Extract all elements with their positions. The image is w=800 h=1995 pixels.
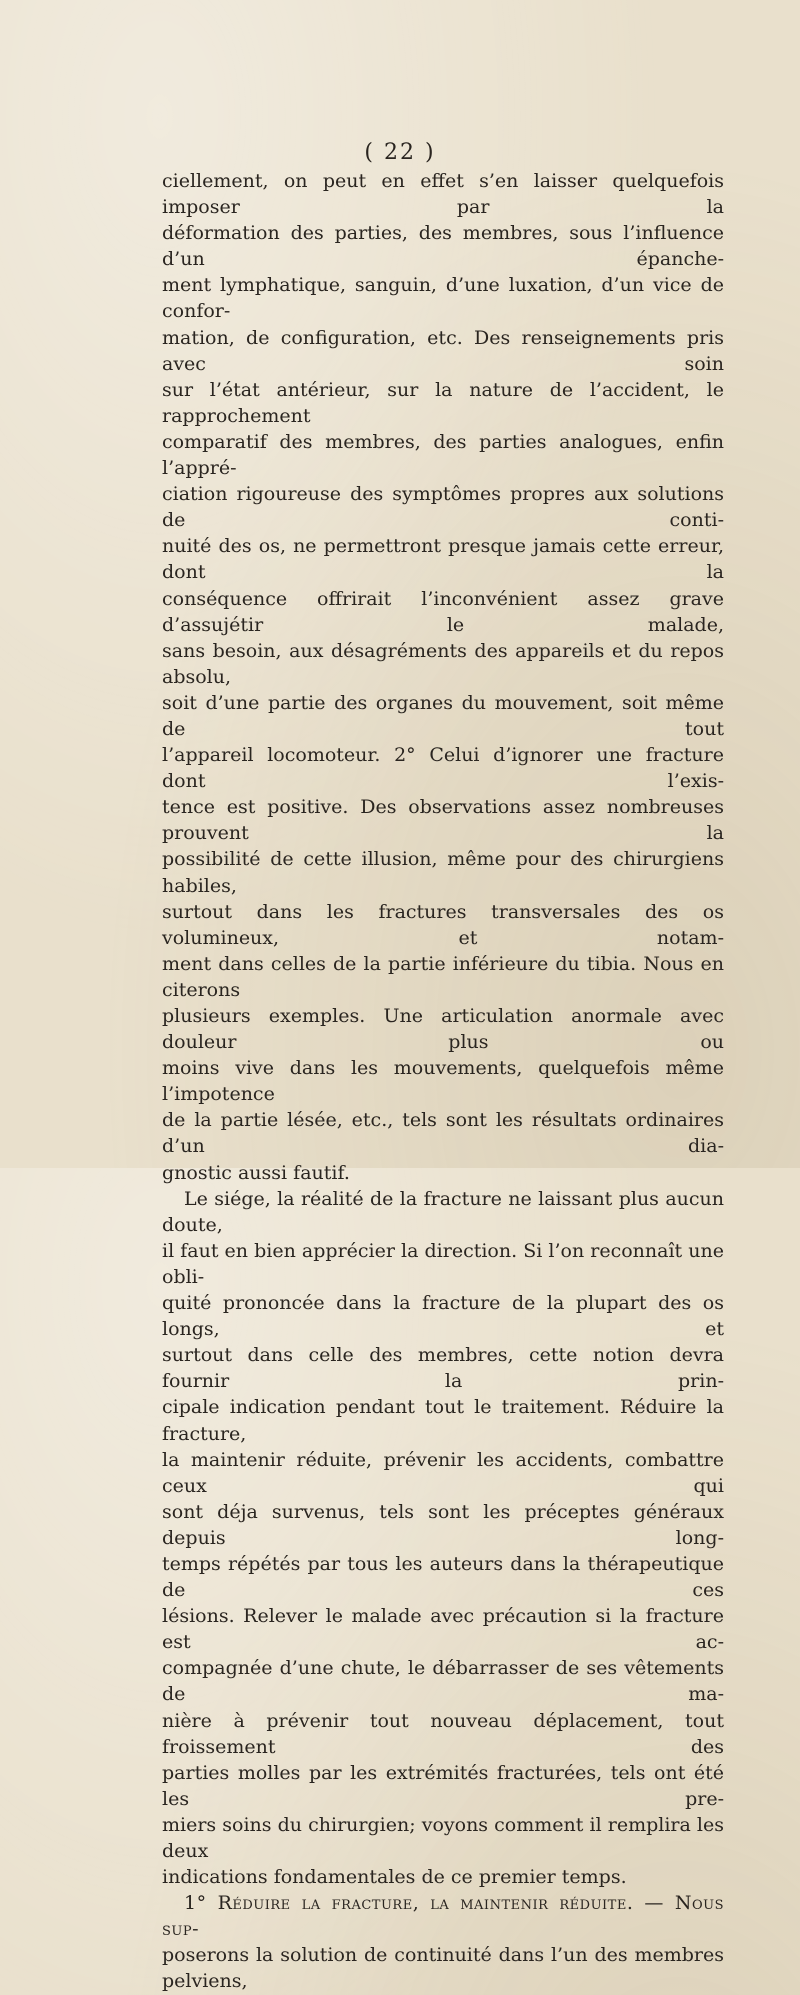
body-text xyxy=(162,168,724,1995)
text-line: plusieurs exemples. Une articulation anormale avec douleur plus ou xyxy=(162,1005,724,1054)
text-line: indications fondamentales de ce premier temps. xyxy=(162,1866,627,1889)
text-line: sans besoin, aux désagréments des appareils et du repos absolu, xyxy=(162,639,724,688)
page-number: ( 22 ) xyxy=(364,140,436,165)
text-line: ciation rigoureuse des symptômes propres aux solutions de conti- xyxy=(162,483,724,532)
text-line: tence est positive. Des observations assez nombreuses prouvent la xyxy=(162,796,724,845)
text-line: l’appareil locomoteur. 2° Celui d’ignorer une fracture dont l’exis- xyxy=(162,744,724,793)
text-line: ment dans celles de la partie inférieure du tibia. Nous en citerons xyxy=(162,952,724,1001)
text-line: compagnée d’une chute, le débarrasser de ses vêtements de ma- xyxy=(162,1657,724,1706)
text-line: sont déja survenus, tels sont les préceptes généraux depuis long- xyxy=(162,1500,724,1549)
text-line: nière à prévenir tout nouveau déplacement, tout froissement des xyxy=(162,1709,724,1758)
text-line: mation, de configuration, etc. Des renseignements pris avec soin xyxy=(162,326,724,375)
text-line: la maintenir réduite, prévenir les accidents, combattre ceux qui xyxy=(162,1448,724,1497)
text-line: miers soins du chirurgien; voyons comment il remplira les deux xyxy=(162,1813,724,1862)
section-heading-line: 1° Réduire la fracture, la maintenir réduite. — Nous sup- xyxy=(162,1892,724,1941)
text-line: de la partie lésée, etc., tels sont les résultats ordinaires d’un dia- xyxy=(162,1109,724,1158)
text-line: ment lymphatique, sanguin, d’une luxation, d’un vice de confor- xyxy=(162,274,724,323)
text-line: lésions. Relever le malade avec précaution si la fracture est ac- xyxy=(162,1605,724,1654)
text-line: il faut en bien apprécier la direction. Si l’on reconnaît une obli- xyxy=(162,1239,724,1288)
text-line: sur l’état antérieur, sur la nature de l’accident, le rapprochement xyxy=(162,378,724,427)
text-line: comparatif des membres, des parties analogues, enfin l’appré- xyxy=(162,430,724,480)
text-line: surtout dans celle des membres, cette notion devra fournir la prin- xyxy=(162,1344,724,1393)
text-line: temps répétés par tous les auteurs dans la thérapeutique de ces xyxy=(162,1552,724,1602)
text-line: poserons la solution de continuité dans l’un des membres pelviens, xyxy=(162,1944,724,1993)
text-line: quité prononcée dans la fracture de la plupart des os longs, et xyxy=(162,1292,724,1341)
text-line: gnostic aussi fautif. xyxy=(162,1161,350,1184)
text-line: soit d’une partie des organes du mouvement, soit même de tout xyxy=(162,691,724,740)
text-line: déformation des parties, des membres, sous l’influence d’un épanche- xyxy=(162,222,724,271)
text-line: ciellement, on peut en effet s’en laisser quelquefois imposer par la xyxy=(162,170,724,219)
text-line: nuité des os, ne permettront presque jamais cette erreur, dont la xyxy=(162,535,724,584)
text-line: possibilité de cette illusion, même pour des chirurgiens habiles, xyxy=(162,848,724,897)
text-line: Le siége, la réalité de la fracture ne laissant plus aucun doute, xyxy=(162,1187,724,1236)
text-line: parties molles par les extrémités fracturées, tels ont été les pre- xyxy=(162,1761,724,1810)
text-line: conséquence offrirait l’inconvénient assez grave d’assujétir le malade, xyxy=(162,587,724,636)
text-line: surtout dans les fractures transversales des os volumineux, et notam- xyxy=(162,900,724,949)
text-line: cipale indication pendant tout le traitement. Réduire la fracture, xyxy=(162,1396,724,1445)
text-line: moins vive dans les mouvements, quelquefois même l’impotence xyxy=(162,1057,724,1106)
